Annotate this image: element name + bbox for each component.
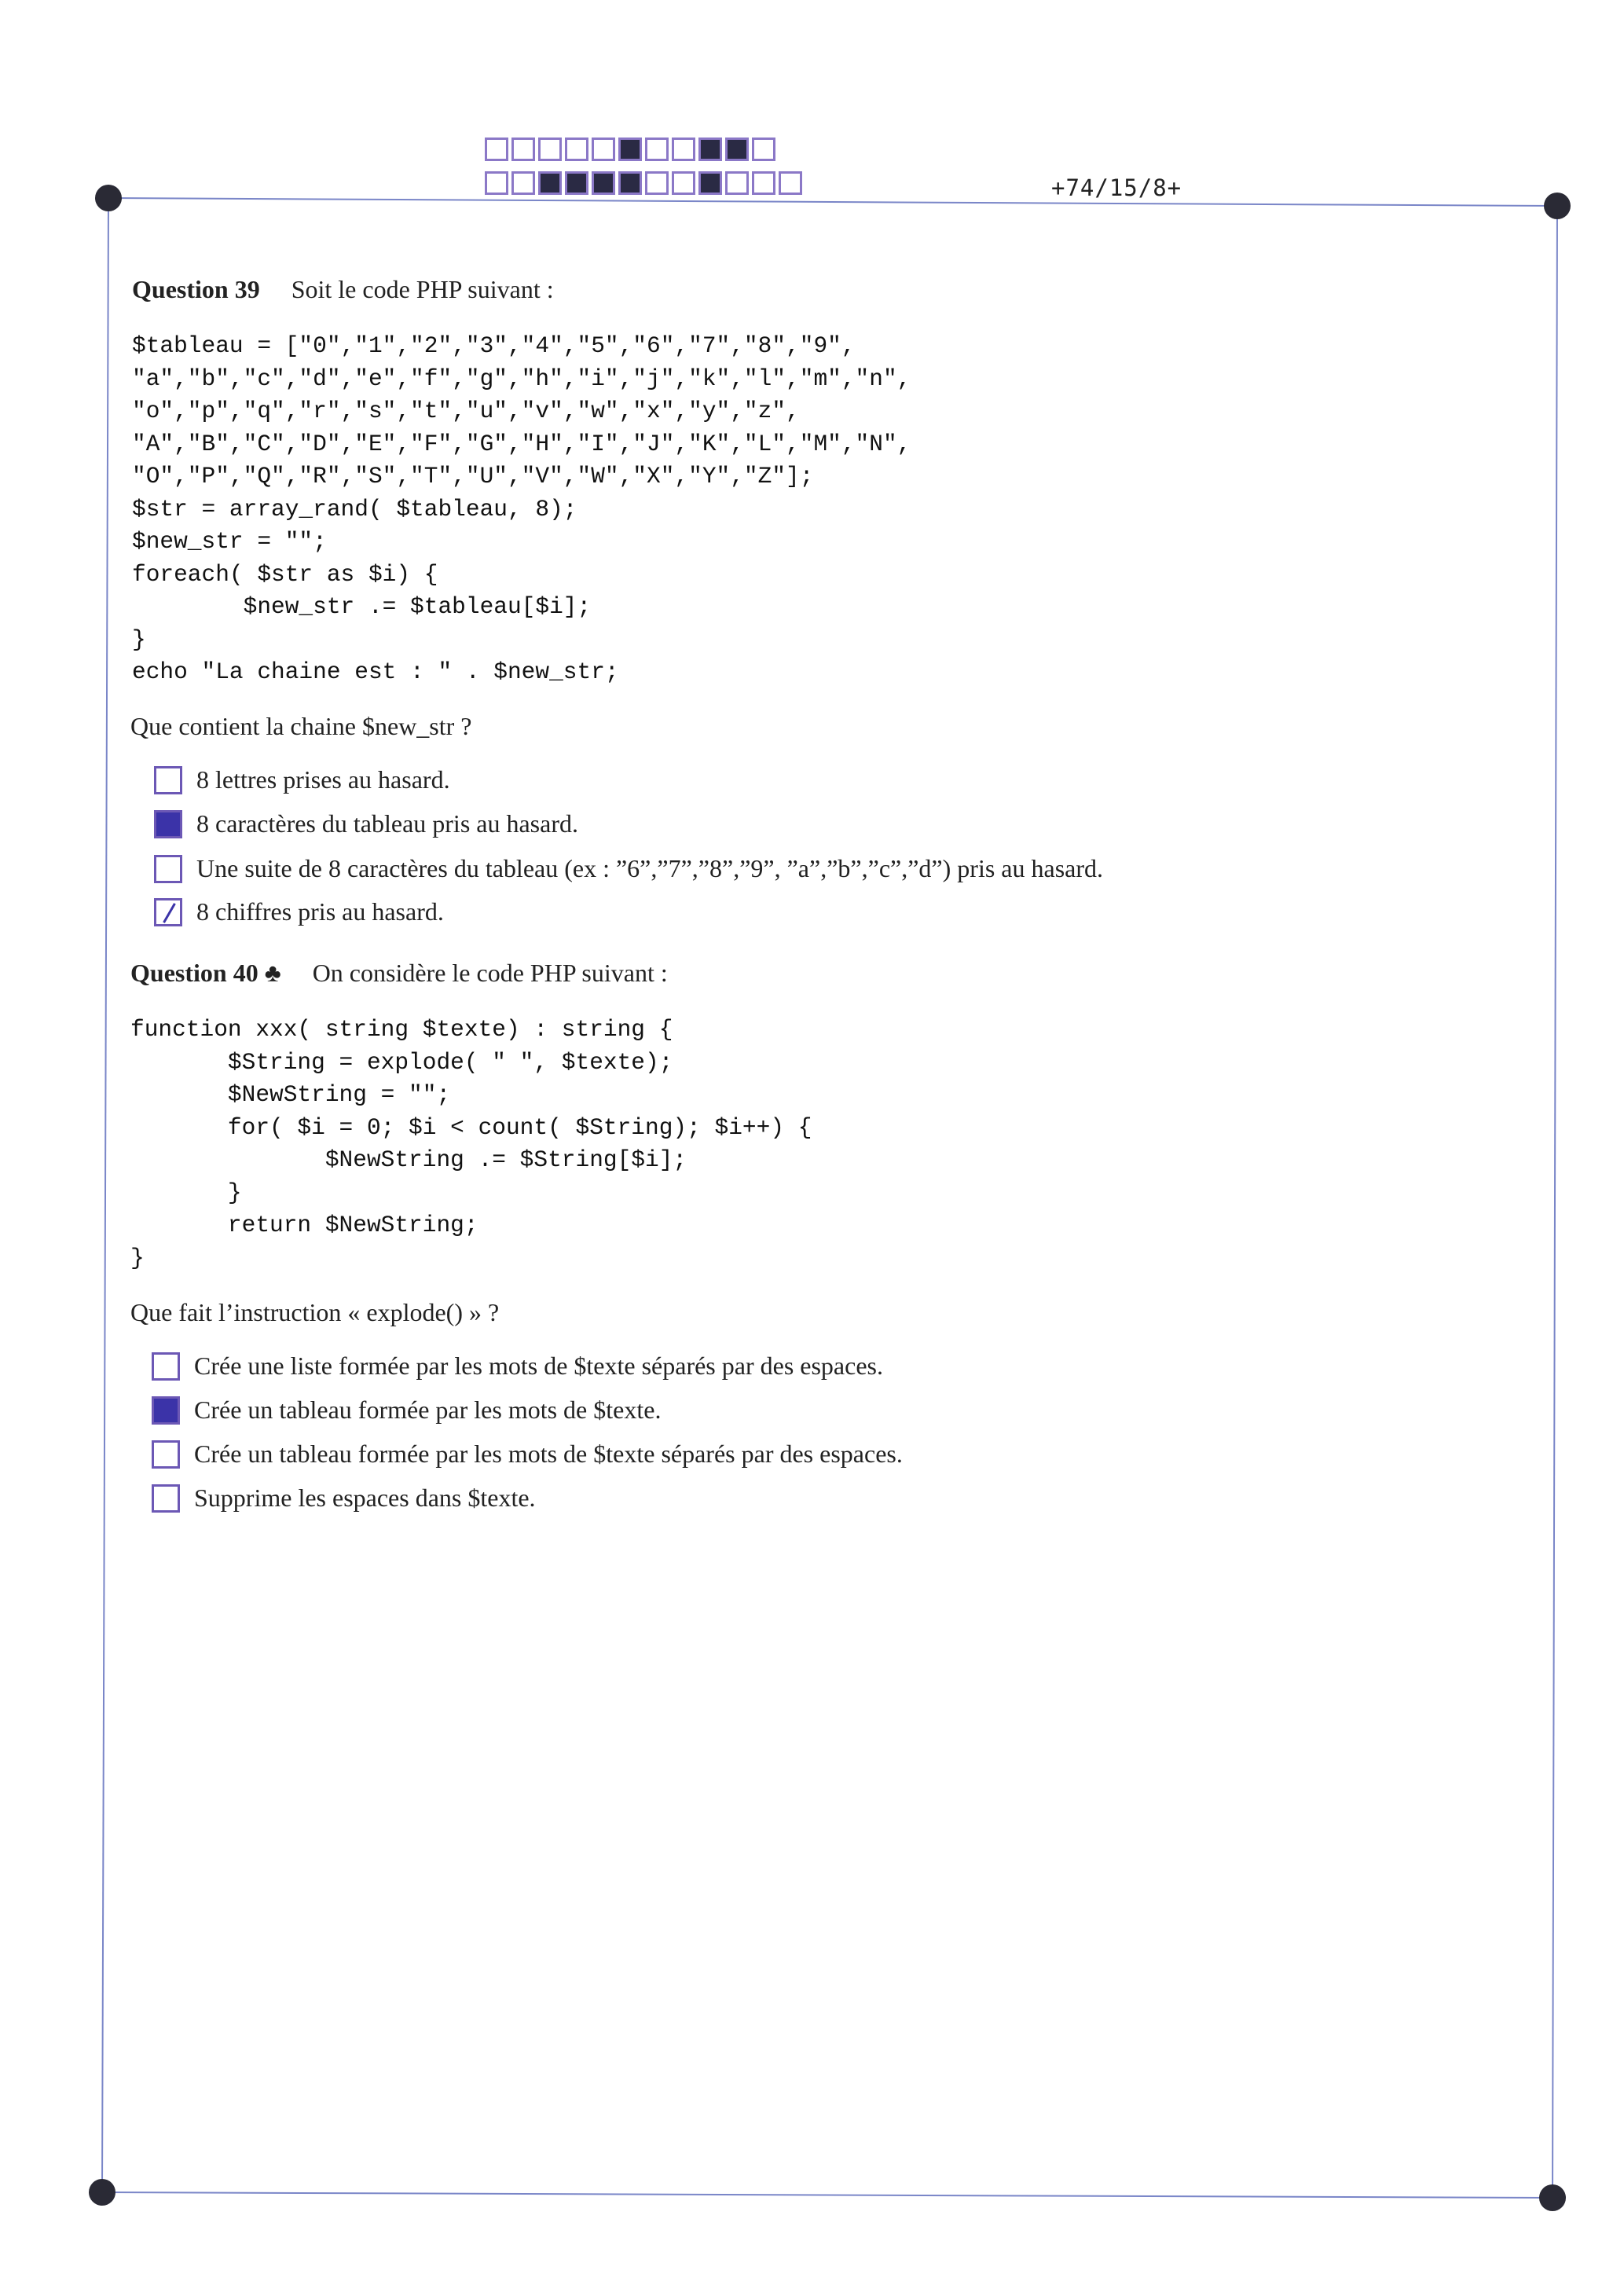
barcode-row-2: [485, 171, 805, 196]
registration-mark-top-left: [95, 185, 122, 211]
answer-label: Crée une liste formée par les mots de $texte séparés par des espaces.: [194, 1352, 883, 1380]
answer-label: Crée un tableau formée par les mots de $texte.: [194, 1396, 662, 1424]
checkbox[interactable]: [154, 810, 182, 838]
question-40-answer-2[interactable]: [152, 1396, 661, 1425]
question-39-number: Question 39: [132, 275, 260, 303]
question-39-answer-2[interactable]: [154, 809, 578, 838]
checkbox[interactable]: [152, 1352, 180, 1381]
question-39-prompt: Que contient la chaine $new_str ?: [130, 712, 472, 740]
barcode-cell: [779, 171, 802, 195]
barcode-cell: [565, 138, 588, 161]
question-40-code: function xxx( string $texte) : string { $String = explode( " ", $texte); $NewString = ""; for( $i = 0; $i < count( $String); $i++) { $NewString .= $String[$i]; } return $NewString; }: [130, 1016, 812, 1271]
barcode-cell: [592, 138, 615, 161]
question-39-header: [132, 275, 554, 304]
barcode-cell: [511, 171, 535, 195]
checkbox[interactable]: [152, 1396, 180, 1425]
checkbox[interactable]: [152, 1484, 180, 1513]
barcode-cell: [698, 138, 722, 161]
question-40-answer-1[interactable]: [152, 1352, 883, 1381]
barcode-cell: [672, 138, 695, 161]
checkbox[interactable]: [154, 898, 182, 926]
registration-mark-bottom-left: [89, 2179, 115, 2206]
barcode-cell: [485, 138, 508, 161]
answer-label: Supprime les espaces dans $texte.: [194, 1484, 536, 1512]
answer-label: Une suite de 8 caractères du tableau (ex : ”6”,”7”,”8”,”9”, ”a”,”b”,”c”,”d”) pris au hasard.: [196, 854, 1103, 882]
barcode-cell: [511, 138, 535, 161]
answer-label: 8 lettres prises au hasard.: [196, 765, 450, 794]
barcode-cell: [725, 138, 749, 161]
barcode-cell: [565, 171, 588, 195]
question-39-intro: Soit le code PHP suivant :: [291, 275, 554, 303]
answer-label: 8 caractères du tableau pris au hasard.: [196, 809, 578, 838]
question-39-code: $tableau = ["0","1","2","3","4","5","6","7","8","9", "a","b","c","d","e","f","g","h","i","j","k","l","m","n", "o","p","q","r","s","t","u","v","w","x","y","z", "A","B","C","D","E","F","G","H","I","J","K","L","M","N", "O","P","Q","R","S","T","U","V","W","X","Y","Z"]; $str = array_rand( $tableau, 8); $new_str = ""; foreach( $str as $i) { $new_str .= $tableau[$i]; } echo "La chaine est : " . $new_str;: [132, 332, 911, 685]
question-39-answer-4[interactable]: [154, 897, 444, 926]
barcode-cell: [618, 138, 642, 161]
page-code: +74/15/8+: [1051, 174, 1182, 201]
checkbox[interactable]: [154, 766, 182, 794]
barcode-cell: [592, 171, 615, 195]
question-40-prompt: Que fait l’instruction « explode() » ?: [130, 1298, 500, 1326]
registration-mark-bottom-right: [1539, 2184, 1566, 2211]
answer-label: Crée un tableau formée par les mots de $texte séparés par des espaces.: [194, 1440, 903, 1468]
barcode-row-1: [485, 138, 779, 163]
barcode-cell: [538, 171, 562, 195]
barcode-cell: [618, 171, 642, 195]
checkbox[interactable]: [152, 1440, 180, 1469]
question-39-answer-1[interactable]: [154, 765, 450, 794]
barcode-cell: [485, 171, 508, 195]
barcode-cell: [752, 171, 775, 195]
question-40-intro: On considère le code PHP suivant :: [312, 959, 668, 987]
registration-mark-top-right: [1544, 193, 1571, 219]
checkbox[interactable]: [154, 855, 182, 883]
barcode-cell: [725, 171, 749, 195]
question-39-answer-3[interactable]: [154, 854, 1103, 883]
barcode-cell: [698, 171, 722, 195]
question-40-header: [130, 959, 668, 988]
answer-label: 8 chiffres pris au hasard.: [196, 897, 444, 926]
barcode-cell: [645, 138, 669, 161]
barcode-cell: [672, 171, 695, 195]
question-40-answer-4[interactable]: [152, 1484, 536, 1513]
barcode-cell: [538, 138, 562, 161]
question-40-answer-3[interactable]: [152, 1440, 903, 1469]
barcode-cell: [752, 138, 775, 161]
barcode-cell: [645, 171, 669, 195]
question-40-number: Question 40 ♣: [130, 959, 281, 987]
